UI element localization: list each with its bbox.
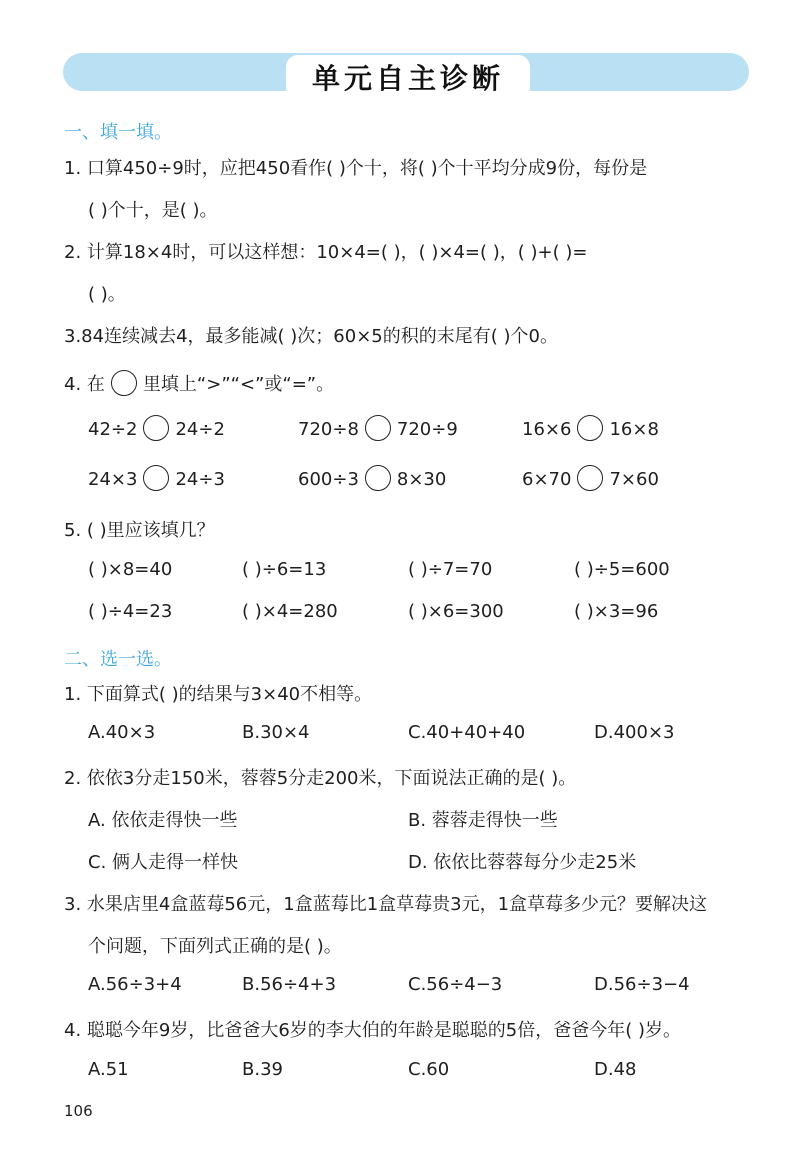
s1-q4-suffix: 里填上“>”“<”或“=”。 xyxy=(142,374,335,395)
s1-q1-line2: ( )个十，是( )。 xyxy=(88,200,218,221)
option-a[interactable]: A. 依依走得快一些 xyxy=(88,810,238,831)
option-b[interactable]: B.56÷4+3 xyxy=(242,974,337,995)
fill-item: ( )÷5=600 xyxy=(574,559,670,580)
compare-right: 24÷3 xyxy=(175,469,225,490)
option-b[interactable]: B. 蓉蓉走得快一些 xyxy=(408,810,558,831)
option-d[interactable]: D.400×3 xyxy=(594,722,675,743)
compare-left: 42÷2 xyxy=(88,419,138,440)
s2-q1: 1. 下面算式( )的结果与3×40不相等。 xyxy=(64,684,373,705)
option-a[interactable]: A.56÷3+4 xyxy=(88,974,182,995)
s1-q2-line1: 2. 计算18×4时，可以这样想：10×4=( )，( )×4=( )，( )+( )= xyxy=(64,242,588,263)
compare-circle[interactable] xyxy=(365,465,391,491)
compare-item xyxy=(298,419,458,441)
option-c[interactable]: C.40+40+40 xyxy=(408,722,526,743)
compare-item xyxy=(88,469,225,491)
compare-circle[interactable] xyxy=(143,465,169,491)
option-c[interactable]: C. 俩人走得一样快 xyxy=(88,852,239,873)
s1-q1-line1: 1. 口算450÷9时，应把450看作( )个十，将( )个十平均分成9份，每份是 xyxy=(64,158,648,179)
fill-item: ( )÷4=23 xyxy=(88,601,173,622)
circle-icon xyxy=(111,370,137,396)
compare-left: 24×3 xyxy=(88,469,138,490)
s2-q2: 2. 依依3分走150米，蓉蓉5分走200米，下面说法正确的是( )。 xyxy=(64,768,577,789)
option-a[interactable]: A.51 xyxy=(88,1059,129,1080)
compare-left: 600÷3 xyxy=(298,469,359,490)
compare-left: 720÷8 xyxy=(298,419,359,440)
s2-q3-line1: 3. 水果店里4盒蓝莓56元，1盒蓝莓比1盒草莓贵3元，1盒草莓多少元？要解决这 xyxy=(64,894,708,915)
compare-circle[interactable] xyxy=(365,415,391,441)
fill-item: ( )÷7=70 xyxy=(408,559,493,580)
s1-q2-line2: ( )。 xyxy=(88,284,126,305)
fill-item: ( )×4=280 xyxy=(242,601,338,622)
section1-heading: 一、填一填。 xyxy=(64,122,172,143)
page-number: 106 xyxy=(64,1102,93,1120)
fill-item: ( )×3=96 xyxy=(574,601,659,622)
compare-item xyxy=(522,469,659,491)
option-c[interactable]: C.60 xyxy=(408,1059,450,1080)
compare-circle[interactable] xyxy=(143,415,169,441)
compare-circle[interactable] xyxy=(577,415,603,441)
s2-q3-line2: 个问题，下面列式正确的是( )。 xyxy=(88,936,342,957)
option-a[interactable]: A.40×3 xyxy=(88,722,156,743)
title-box xyxy=(286,55,530,99)
page-title: 单元自主诊断 xyxy=(311,62,504,95)
compare-circle[interactable] xyxy=(577,465,603,491)
s2-q4: 4. 聪聪今年9岁，比爸爸大6岁的李大伯的年龄是聪聪的5倍，爸爸今年( )岁。 xyxy=(64,1020,682,1041)
compare-item xyxy=(298,469,446,491)
compare-left: 16×6 xyxy=(522,419,572,440)
compare-item xyxy=(522,419,659,441)
fill-item: ( )×6=300 xyxy=(408,601,504,622)
option-d[interactable]: D. 依依比蓉蓉每分少走25米 xyxy=(408,852,637,873)
section2-heading: 二、选一选。 xyxy=(64,649,172,670)
option-b[interactable]: B.39 xyxy=(242,1059,283,1080)
option-c[interactable]: C.56÷4−3 xyxy=(408,974,503,995)
s1-q4-prefix: 4. 在 xyxy=(64,374,105,395)
s1-q3: 3.84连续减去4，最多能减( )次；60×5的积的末尾有( )个0。 xyxy=(64,326,558,347)
compare-left: 6×70 xyxy=(522,469,572,490)
s1-q5: 5. ( )里应该填几？ xyxy=(64,520,215,541)
compare-right: 16×8 xyxy=(609,419,659,440)
compare-right: 8×30 xyxy=(396,469,447,490)
compare-right: 7×60 xyxy=(609,469,659,490)
fill-item: ( )÷6=13 xyxy=(242,559,327,580)
option-d[interactable]: D.56÷3−4 xyxy=(594,974,690,995)
option-d[interactable]: D.48 xyxy=(594,1059,637,1080)
fill-item: ( )×8=40 xyxy=(88,559,173,580)
s1-q4 xyxy=(64,370,334,396)
compare-right: 720÷9 xyxy=(396,419,458,440)
compare-right: 24÷2 xyxy=(175,419,225,440)
compare-item xyxy=(88,419,225,441)
option-b[interactable]: B.30×4 xyxy=(242,722,310,743)
